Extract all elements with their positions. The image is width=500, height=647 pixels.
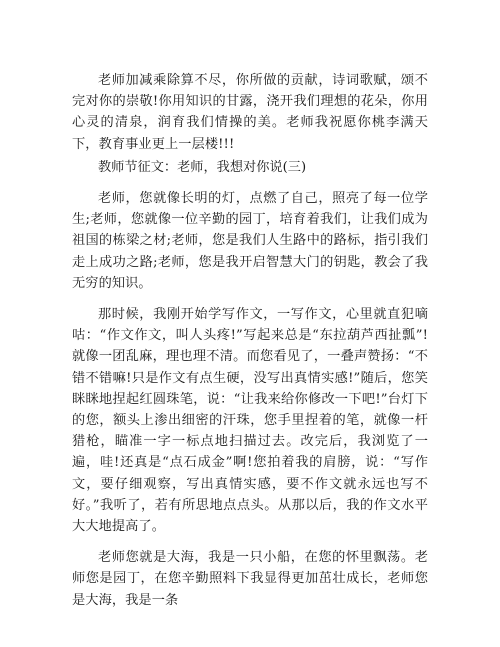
paragraph-writing-story: 那时候，我刚开始学写作文，一写作文，心里就直犯嘀咕：“作文作文，叫人头疼!”写起来总是“东拉葫芦西扯瓢”!就像一团乱麻，理也理不清。而您看见了，一叠声赞扬：“不错不错嘛!只是作文有点生硬，没写出真情实感!”随后，您笑眯眯地捏起红圆珠笔，说：“让我来给你修改一下吧!”台灯下的您，额头上渗出细密的汗珠，您手里捏着的笔，就像一杆猎枪，瞄准一字一标点地扫描过去。改完后，我浏览了一遍，哇!还真是“点石成金”啊!您拍着我的肩膀，说：“写作文，要仔细观察，写出真情实感，要不作文就永远也写不好。”我听了，若有所思地点点头。从那以后，我的作文水平大大地提高了。 [72,307,428,535]
document-body [72,70,428,611]
paragraph-sea: 老师您就是大海，我是一只小船，在您的怀里飘荡。老师您是园丁，在您辛勤照料下我显得更加茁壮成长，老师您是大海，我是一条 [72,550,428,608]
paragraph-praise: 老师加减乘除算不尽，你所做的贡献，诗词歌赋，颂不完对你的崇敬!你用知识的甘露，浇开我们理想的花朵，你用心灵的清泉，润育我们情操的美。老师我祝愿你桃李满天下，教育事业更上一层楼!!! [72,73,428,152]
essay-title: 教师节征文：老师，我想对你说(三) [98,159,307,175]
paragraph-metaphors: 老师，您就像长明的灯，点燃了自己，照亮了每一位学生;老师，您就像一位辛勤的园丁，培育着我们，让我们成为祖国的栋梁之材;老师，您是我们人生路中的路标，指引我们走上成功之路;老师，您是我开启智慧大门的钥匙，教会了我无穷的知识。 [72,191,428,291]
